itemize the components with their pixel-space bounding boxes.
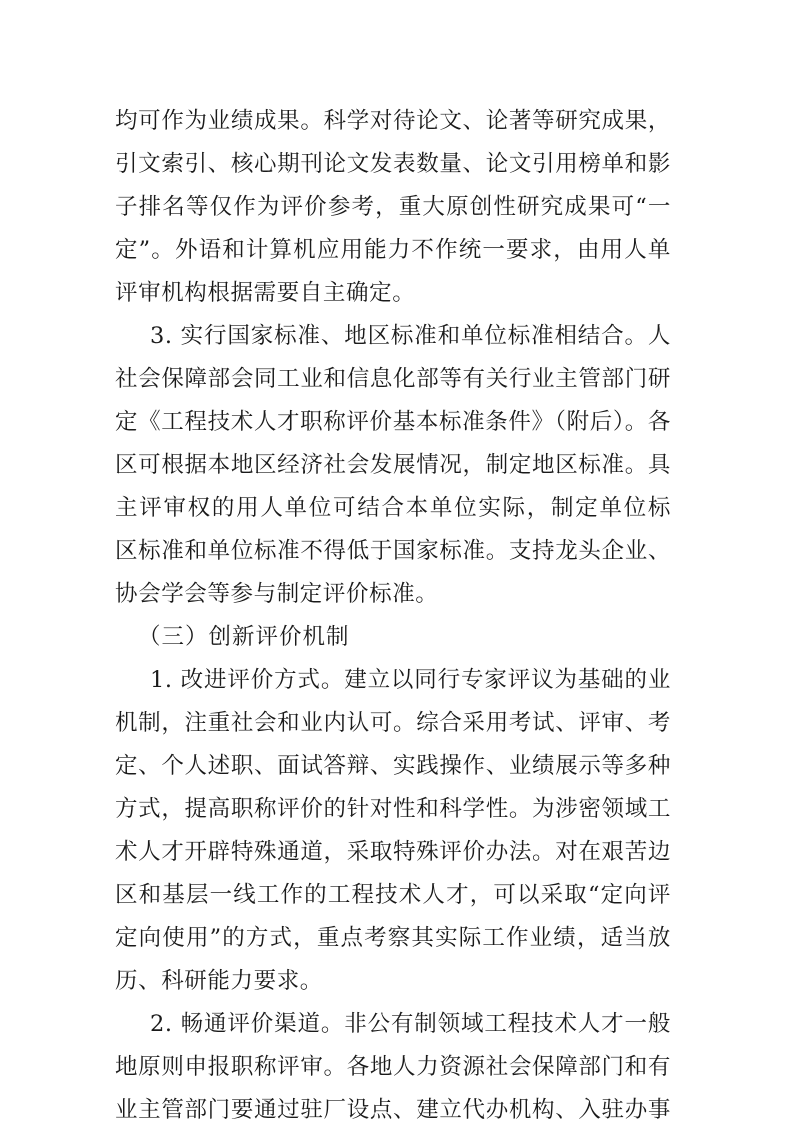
body-text-line: 子排名等仅作为评价参考，重大原创性研究成果可“一 (115, 194, 671, 220)
body-text-line: 方式，提高职称评价的针对性和科学性。为涉密领域工 (115, 796, 671, 822)
body-text-line: 定《工程技术人才职称评价基本标准条件》（附后）。各 (115, 409, 671, 435)
paragraph-first-line: 3. 实行国家标准、地区标准和单位标准相结合。人 (150, 323, 671, 349)
body-text-line: 定向使用”的方式，重点考察其实际工作业绩，适当放 (115, 925, 671, 951)
paragraph-first-line: 2. 畅通评价渠道。非公有制领域工程技术人才一般 (150, 1011, 671, 1037)
body-text-line: 社会保障部会同工业和信息化部等有关行业主管部门研 (115, 366, 671, 392)
body-text-line: 区标准和单位标准不得低于国家标准。支持龙头企业、 (115, 538, 671, 564)
body-text-line: 均可作为业绩成果。科学对待论文、论著等研究成果， (115, 108, 671, 134)
body-text-line: 评审机构根据需要自主确定。 (115, 280, 416, 306)
body-text-line: 历、科研能力要求。 (115, 968, 323, 994)
body-text-line: 术人才开辟特殊通道，采取特殊评价办法。对在艰苦边 (115, 839, 671, 865)
body-text-line: 区可根据本地区经济社会发展情况，制定地区标准。具 (115, 452, 671, 478)
body-text-line: 协会学会等参与制定评价标准。 (115, 581, 439, 607)
body-text-line: 区和基层一线工作的工程技术人才，可以采取“定向评 (115, 882, 671, 908)
body-text-line: 地原则申报职称评审。各地人力资源社会保障部门和有 (115, 1054, 671, 1080)
body-text-line: 定”。外语和计算机应用能力不作统一要求，由用人单 (115, 237, 671, 263)
body-text-line: 引文索引、核心期刊论文发表数量、论文引用榜单和影 (115, 151, 671, 177)
paragraph-first-line: 1. 改进评价方式。建立以同行专家评议为基础的业 (150, 667, 671, 693)
section-heading: （三）创新评价机制 (138, 624, 350, 650)
body-text-line: 机制，注重社会和业内认可。综合采用考试、评审、考 (115, 710, 671, 736)
body-text-line: 业主管部门要通过驻厂设点、建立代办机构、入驻办事 (115, 1097, 671, 1123)
body-text-line: 主评审权的用人单位可结合本单位实际，制定单位标 (115, 495, 671, 521)
body-text-line: 定、个人述职、面试答辩、实践操作、业绩展示等多种 (115, 753, 671, 779)
